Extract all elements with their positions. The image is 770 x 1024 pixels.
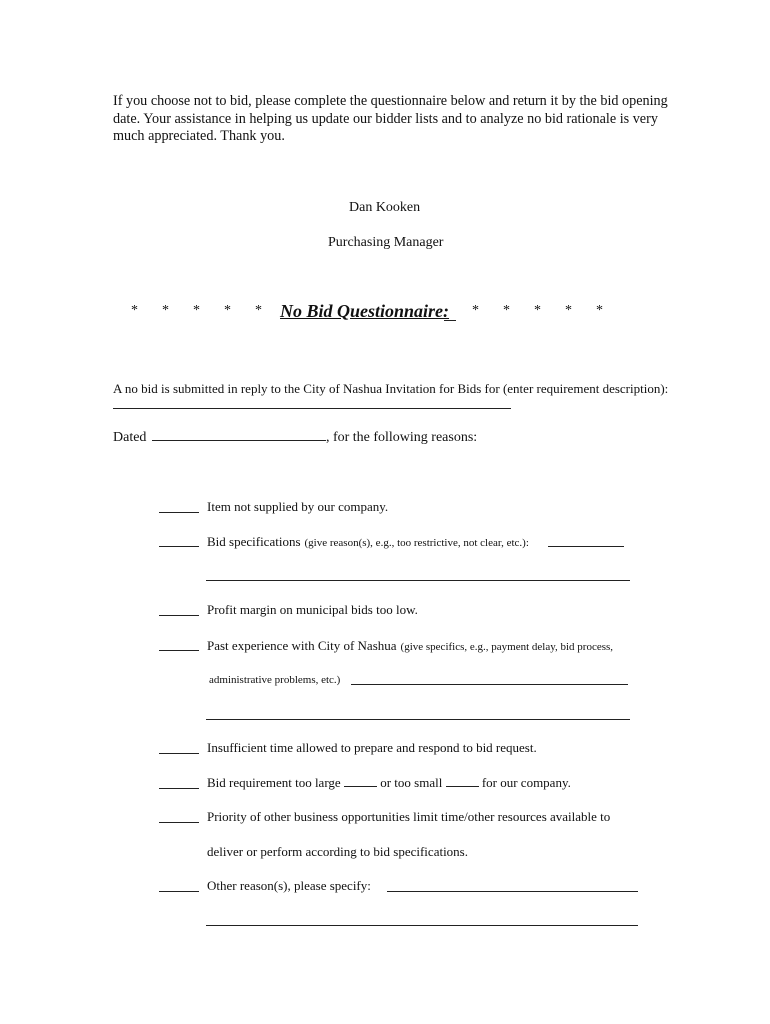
- questionnaire-title: No Bid Questionnaire:: [280, 301, 450, 321]
- reason-7-checkline[interactable]: [159, 822, 199, 823]
- reason-8-checkline[interactable]: [159, 891, 199, 892]
- reason-2-detail-field[interactable]: [206, 580, 630, 581]
- star: *: [503, 303, 510, 318]
- reason-8-text: Other reason(s), please specify:: [207, 878, 371, 893]
- submission-statement: A no bid is submitted in reply to the City of Nashua Invitation for Bids for (enter requirement description):: [113, 381, 669, 396]
- signatory-name: Dan Kooken: [349, 200, 421, 215]
- star: *: [534, 303, 541, 318]
- reason-4-row: [207, 637, 613, 655]
- reason-2-row: [207, 533, 529, 551]
- reason-3-text: Profit margin on municipal bids too low.: [207, 602, 418, 617]
- reason-2-inline-field[interactable]: [548, 546, 624, 547]
- dated-suffix: , for the following reasons:: [325, 430, 478, 445]
- dated-label: Dated: [113, 430, 147, 445]
- too-small-field[interactable]: [446, 776, 479, 787]
- reason-4-detail-field[interactable]: [206, 719, 630, 720]
- stars-left: [131, 303, 286, 319]
- reason-4-checkline[interactable]: [159, 650, 199, 651]
- reason-6-row: [207, 775, 571, 791]
- reason-8-detail-field[interactable]: [206, 925, 638, 926]
- reason-6-text-c: for our company.: [481, 775, 571, 790]
- reason-7-text: Priority of other business opportunities limit time/other resources available to: [207, 809, 611, 824]
- star: *: [255, 303, 262, 318]
- intro-paragraph: If you choose not to bid, please complete the questionnaire below and return it by the bid opening date. Your assistance in helping us update our bidder lists and to analyze no bid rationale is very much appreciated. Thank you.: [113, 93, 668, 144]
- reason-6-text-b: or too small: [380, 775, 443, 790]
- title-underline-tail: [444, 320, 456, 321]
- reason-8-inline-field[interactable]: [387, 891, 638, 892]
- reason-3-checkline[interactable]: [159, 615, 199, 616]
- star: *: [596, 303, 603, 318]
- stars-right: [472, 303, 627, 319]
- star: *: [193, 303, 200, 318]
- reason-4-note-continued: administrative problems, etc.): [209, 674, 341, 686]
- reason-4-text: Past experience with City of Nashua: [207, 638, 397, 653]
- reason-4-inline-field[interactable]: [351, 684, 628, 685]
- reason-1-text: Item not supplied by our company.: [207, 499, 389, 514]
- reason-2-note: (give reason(s), e.g., too restrictive, not clear, etc.):: [304, 537, 529, 549]
- reason-5-checkline[interactable]: [159, 753, 199, 754]
- reason-6-checkline[interactable]: [159, 788, 199, 789]
- requirement-description-field[interactable]: [113, 408, 511, 409]
- star: *: [162, 303, 169, 318]
- reason-7-text-continued: deliver or perform according to bid specifications.: [207, 844, 468, 859]
- reason-2-text: Bid specifications: [207, 534, 301, 549]
- star: *: [131, 303, 138, 318]
- too-large-field[interactable]: [344, 776, 377, 787]
- star: *: [472, 303, 479, 318]
- date-field[interactable]: [152, 430, 326, 441]
- reason-6-text-a: Bid requirement too large: [207, 775, 341, 790]
- reason-2-checkline[interactable]: [159, 546, 199, 547]
- star: *: [224, 303, 231, 318]
- star: *: [565, 303, 572, 318]
- reason-4-note: (give specifics, e.g., payment delay, bid process,: [400, 641, 614, 653]
- reason-5-text: Insufficient time allowed to prepare and respond to bid request.: [207, 740, 537, 755]
- reason-1-checkline[interactable]: [159, 512, 199, 513]
- signatory-title: Purchasing Manager: [328, 235, 444, 250]
- dated-row: [113, 430, 477, 446]
